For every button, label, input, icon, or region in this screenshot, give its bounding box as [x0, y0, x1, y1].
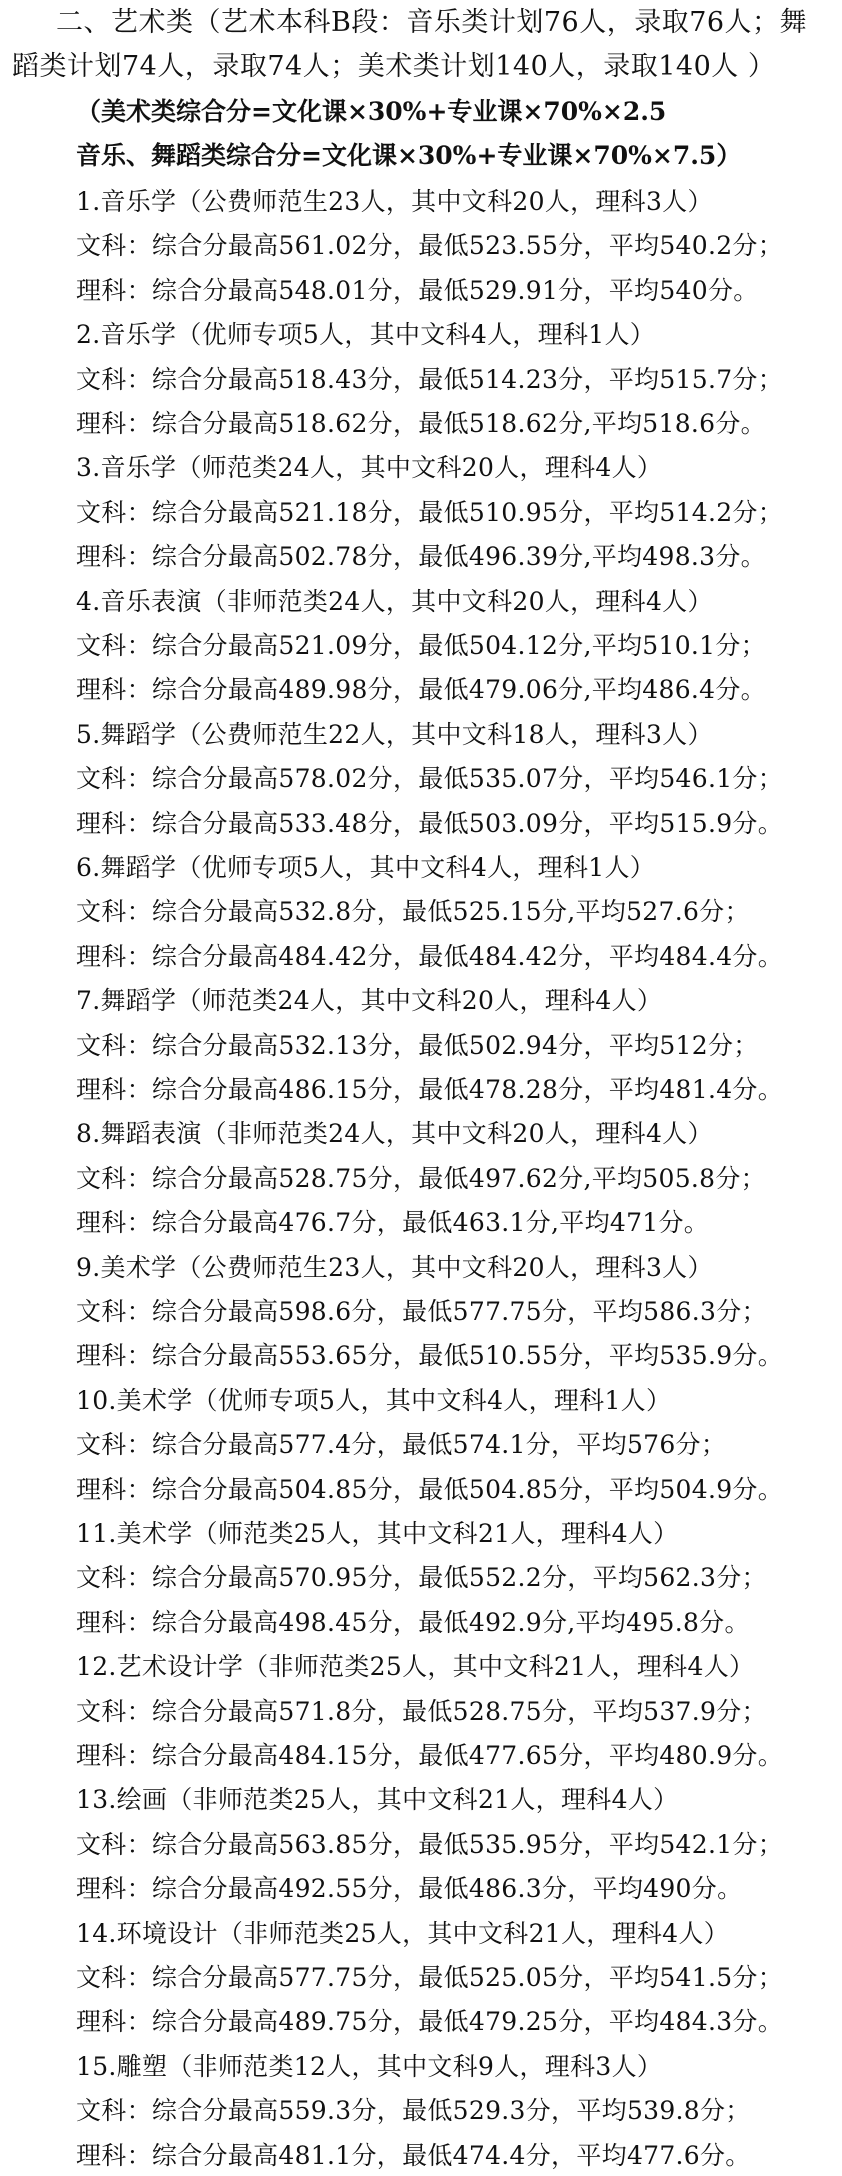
arts-score-line: 文科：综合分最高532.13分，最低502.94分，平均512分；: [76, 1030, 759, 1060]
program-title: 11.美术学（师范类25人，其中文科21人，理科4人）: [76, 1519, 679, 1548]
program-title: 4.音乐表演（非师范类24人，其中文科20人，理科4人）: [76, 586, 713, 616]
science-score-line: 理科：综合分最高533.48分，最低503.09分，平均515.9分。: [76, 808, 784, 838]
science-score-line: 理科：综合分最高518.62分，最低518.62分,平均518.6分。: [76, 409, 766, 438]
science-score-line: 理科：综合分最高498.45分，最低492.9分,平均495.8分。: [76, 1607, 750, 1637]
science-score-line: 理科：综合分最高489.98分，最低479.06分,平均486.4分。: [76, 675, 766, 705]
science-score-line: 理科：综合分最高489.75分，最低479.25分，平均484.3分。: [76, 2007, 784, 2037]
program-title: 10.美术学（优师专项5人，其中文科4人，理科1人）: [76, 1385, 672, 1415]
arts-score-line: 文科：综合分最高521.09分，最低504.12分,平均510.1分；: [76, 631, 766, 660]
program-title: 7.舞蹈学（师范类24人，其中文科20人，理科4人）: [76, 986, 663, 1016]
program-title: 12.艺术设计学（非师范类25人，其中文科21人，理科4人）: [76, 1652, 755, 1682]
program-title: 14.环境设计（非师范类25人，其中文科21人，理科4人）: [76, 1918, 729, 1948]
program-title: 9.美术学（公费师范生23人，其中文科20人，理科3人）: [76, 1252, 713, 1282]
program-title: 6.舞蹈学（优师专项5人，其中文科4人，理科1人）: [76, 853, 656, 882]
arts-score-line: 文科：综合分最高532.8分，最低525.15分,平均527.6分；: [76, 897, 750, 927]
science-score-line: 理科：综合分最高481.1分，最低474.4分，平均477.6分。: [76, 2140, 751, 2170]
program-title: 15.雕塑（非师范类12人，其中文科9人，理科3人）: [76, 2051, 663, 2081]
science-score-line: 理科：综合分最高548.01分，最低529.91分，平均540分。: [76, 275, 759, 305]
arts-score-line: 文科：综合分最高598.6分，最低577.75分，平均586.3分；: [76, 1297, 767, 1326]
program-title: 1.音乐学（公费师范生23人，其中文科20人，理科3人）: [76, 187, 713, 216]
arts-score-line: 文科：综合分最高561.02分，最低523.55分，平均540.2分；: [76, 231, 784, 261]
arts-score-line: 文科：综合分最高528.75分，最低497.62分,平均505.8分；: [76, 1163, 766, 1193]
arts-score-line: 文科：综合分最高578.02分，最低535.07分，平均546.1分；: [76, 764, 784, 794]
formula-fine-arts: （美术类综合分=文化课×30%+专业课×70%×2.5: [76, 97, 667, 126]
science-score-line: 理科：综合分最高476.7分，最低463.1分,平均471分。: [76, 1208, 710, 1238]
program-title: 5.舞蹈学（公费师范生22人，其中文科18人，理科3人）: [76, 719, 713, 749]
program-title: 8.舞蹈表演（非师范类24人，其中文科20人，理科4人）: [76, 1119, 713, 1149]
arts-score-line: 文科：综合分最高577.4分，最低574.1分，平均576分；: [76, 1430, 727, 1460]
science-score-line: 理科：综合分最高484.42分，最低484.42分，平均484.4分。: [76, 941, 784, 971]
program-title: 2.音乐学（优师专项5人，其中文科4人，理科1人）: [76, 320, 656, 350]
program-title: 3.音乐学（师范类24人，其中文科20人，理科4人）: [76, 453, 663, 483]
section-heading-line-2: 蹈类计划74人，录取74人；美术类计划140人，录取140人 ）: [12, 51, 776, 82]
section-heading-line-1: 二、艺术类（艺术本科B段：音乐类计划76人，录取76人；舞: [56, 7, 808, 38]
science-score-line: 理科：综合分最高492.55分，最低486.3分，平均490分。: [76, 1874, 743, 1904]
arts-score-line: 文科：综合分最高559.3分，最低529.3分，平均539.8分；: [76, 2096, 751, 2126]
science-score-line: 理科：综合分最高484.15分，最低477.65分，平均480.9分。: [76, 1741, 784, 1770]
arts-score-line: 文科：综合分最高577.75分，最低525.05分，平均541.5分；: [76, 1963, 784, 1992]
arts-score-line: 文科：综合分最高521.18分，最低510.95分，平均514.2分；: [76, 497, 784, 527]
program-title: 13.绘画（非师范类25人，其中文科21人，理科4人）: [76, 1785, 679, 1815]
science-score-line: 理科：综合分最高486.15分，最低478.28分，平均481.4分。: [76, 1075, 784, 1104]
formula-music-dance: 音乐、舞蹈类综合分=文化课×30%+专业课×70%×7.5）: [76, 141, 742, 170]
science-score-line: 理科：综合分最高502.78分，最低496.39分,平均498.3分。: [76, 542, 766, 572]
arts-score-line: 文科：综合分最高518.43分，最低514.23分，平均515.7分；: [76, 364, 784, 394]
arts-score-line: 文科：综合分最高563.85分，最低535.95分，平均542.1分；: [76, 1829, 784, 1859]
science-score-line: 理科：综合分最高553.65分，最低510.55分，平均535.9分。: [76, 1341, 784, 1371]
arts-score-line: 文科：综合分最高571.8分，最低528.75分，平均537.9分；: [76, 1696, 767, 1726]
science-score-line: 理科：综合分最高504.85分，最低504.85分，平均504.9分。: [76, 1474, 784, 1504]
arts-score-line: 文科：综合分最高570.95分，最低552.2分，平均562.3分；: [76, 1563, 767, 1593]
